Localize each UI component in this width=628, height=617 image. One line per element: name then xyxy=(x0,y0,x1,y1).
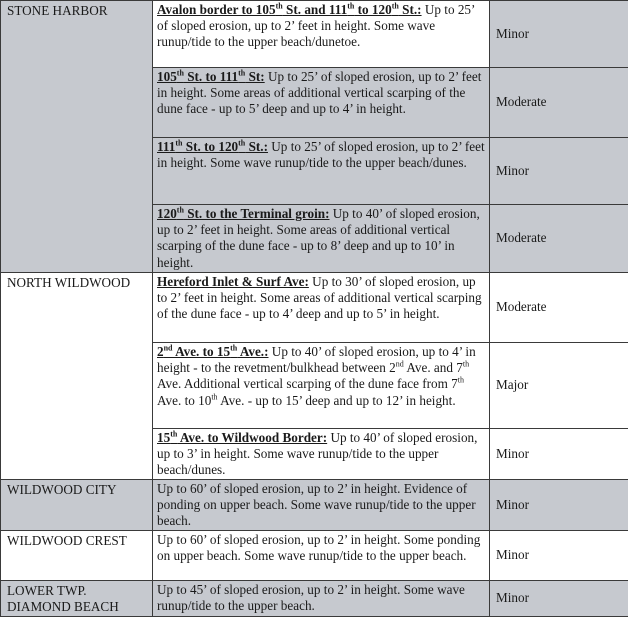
rating-cell: Minor xyxy=(490,429,628,480)
description-cell xyxy=(153,205,490,273)
rating-cell: Minor xyxy=(490,581,628,617)
segment-text: Up to 40’ of sloped erosion, up to 2’ feet in height. Some areas of additional vertical scarping of the dune face - up to 8’ deep and up to 10’ in height. xyxy=(157,206,480,270)
rating-cell: Moderate xyxy=(490,205,628,273)
location-cell xyxy=(1,581,153,617)
segment-heading: 15th Ave. to Wildwood Border: xyxy=(157,430,327,445)
segment-heading: 105th St. to 111th St: xyxy=(157,69,265,84)
table-row xyxy=(1,581,628,617)
location-name: WILDWOOD CITY xyxy=(7,482,148,498)
segment-heading: 111th St. to 120th St.: xyxy=(157,139,268,154)
table-row xyxy=(1,273,628,343)
table-row xyxy=(1,1,628,68)
rating-cell: Moderate xyxy=(490,68,628,138)
segment-heading: Avalon border to 105th St. and 111th to 120th St.: xyxy=(157,2,422,17)
segment-text: Up to 40’ of sloped erosion, up to 4’ in height - to the revetment/bulkhead between 2nd Ave. and 7th Ave. Additional vertical scarping of the dune face from 7th Ave. to 10th Ave. - up to 15’ deep and up to 12’ in height. xyxy=(157,344,476,408)
description-cell xyxy=(153,138,490,205)
table-row xyxy=(1,531,628,581)
description-cell xyxy=(153,480,490,531)
location-name: DIAMOND BEACH xyxy=(7,599,148,615)
segment-heading: 120th St. to the Terminal groin: xyxy=(157,206,329,221)
segment-text: Up to 25’ of sloped erosion, up to 2’ feet in height. Some wave runup/tide to the upper beach/dunetoe. xyxy=(157,2,474,49)
description-cell xyxy=(153,343,490,429)
segment-heading: 2nd Ave. to 15th Ave.: xyxy=(157,344,269,359)
location-name: STONE HARBOR xyxy=(7,3,148,19)
rating-cell: Minor xyxy=(490,531,628,581)
segment-text: Up to 45’ of sloped erosion, up to 2’ in height. Some wave runup/tide to the upper beach. xyxy=(157,582,465,613)
description-cell xyxy=(153,68,490,138)
segment-text: Up to 25’ of sloped erosion, up to 2’ feet in height. Some wave runup/tide to the upper beach/dunes. xyxy=(157,139,485,170)
segment-text: Up to 60’ of sloped erosion, up to 2’ in height. Some ponding on upper beach. Some wave runup/tide to the upper beach. xyxy=(157,532,480,563)
description-cell xyxy=(153,273,490,343)
table-row xyxy=(1,480,628,531)
description-cell xyxy=(153,531,490,581)
location-cell xyxy=(1,1,153,273)
location-cell xyxy=(1,531,153,581)
description-cell xyxy=(153,1,490,68)
segment-text: Up to 40’ of sloped erosion, up to 3’ in height. Some wave runup/tide to the upper beach/dunes. xyxy=(157,430,477,477)
description-cell xyxy=(153,581,490,617)
location-name: LOWER TWP. xyxy=(7,583,148,599)
segment-heading: Hereford Inlet & Surf Ave: xyxy=(157,274,309,289)
rating-cell: Minor xyxy=(490,1,628,68)
location-cell xyxy=(1,480,153,531)
segment-text: Up to 25’ of sloped erosion, up to 2’ feet in height. Some areas of additional vertical scarping of the dune face - up to 5’ deep and up to 4’ in height. xyxy=(157,69,481,116)
segment-text: Up to 60’ of sloped erosion, up to 2’ in height. Evidence of ponding on upper beach. Some wave runup/tide to the upper beach. xyxy=(157,481,476,528)
rating-cell: Major xyxy=(490,343,628,429)
rating-cell: Minor xyxy=(490,480,628,531)
location-name: NORTH WILDWOOD xyxy=(7,275,148,291)
rating-cell: Minor xyxy=(490,138,628,205)
description-cell xyxy=(153,429,490,480)
rating-cell: Moderate xyxy=(490,273,628,343)
segment-text: Up to 30’ of sloped erosion, up to 2’ feet in height. Some areas of additional vertical scarping of the dune face - up to 4’ deep and up to 5’ in height. xyxy=(157,274,482,321)
location-cell xyxy=(1,273,153,480)
location-name: WILDWOOD CREST xyxy=(7,533,148,549)
